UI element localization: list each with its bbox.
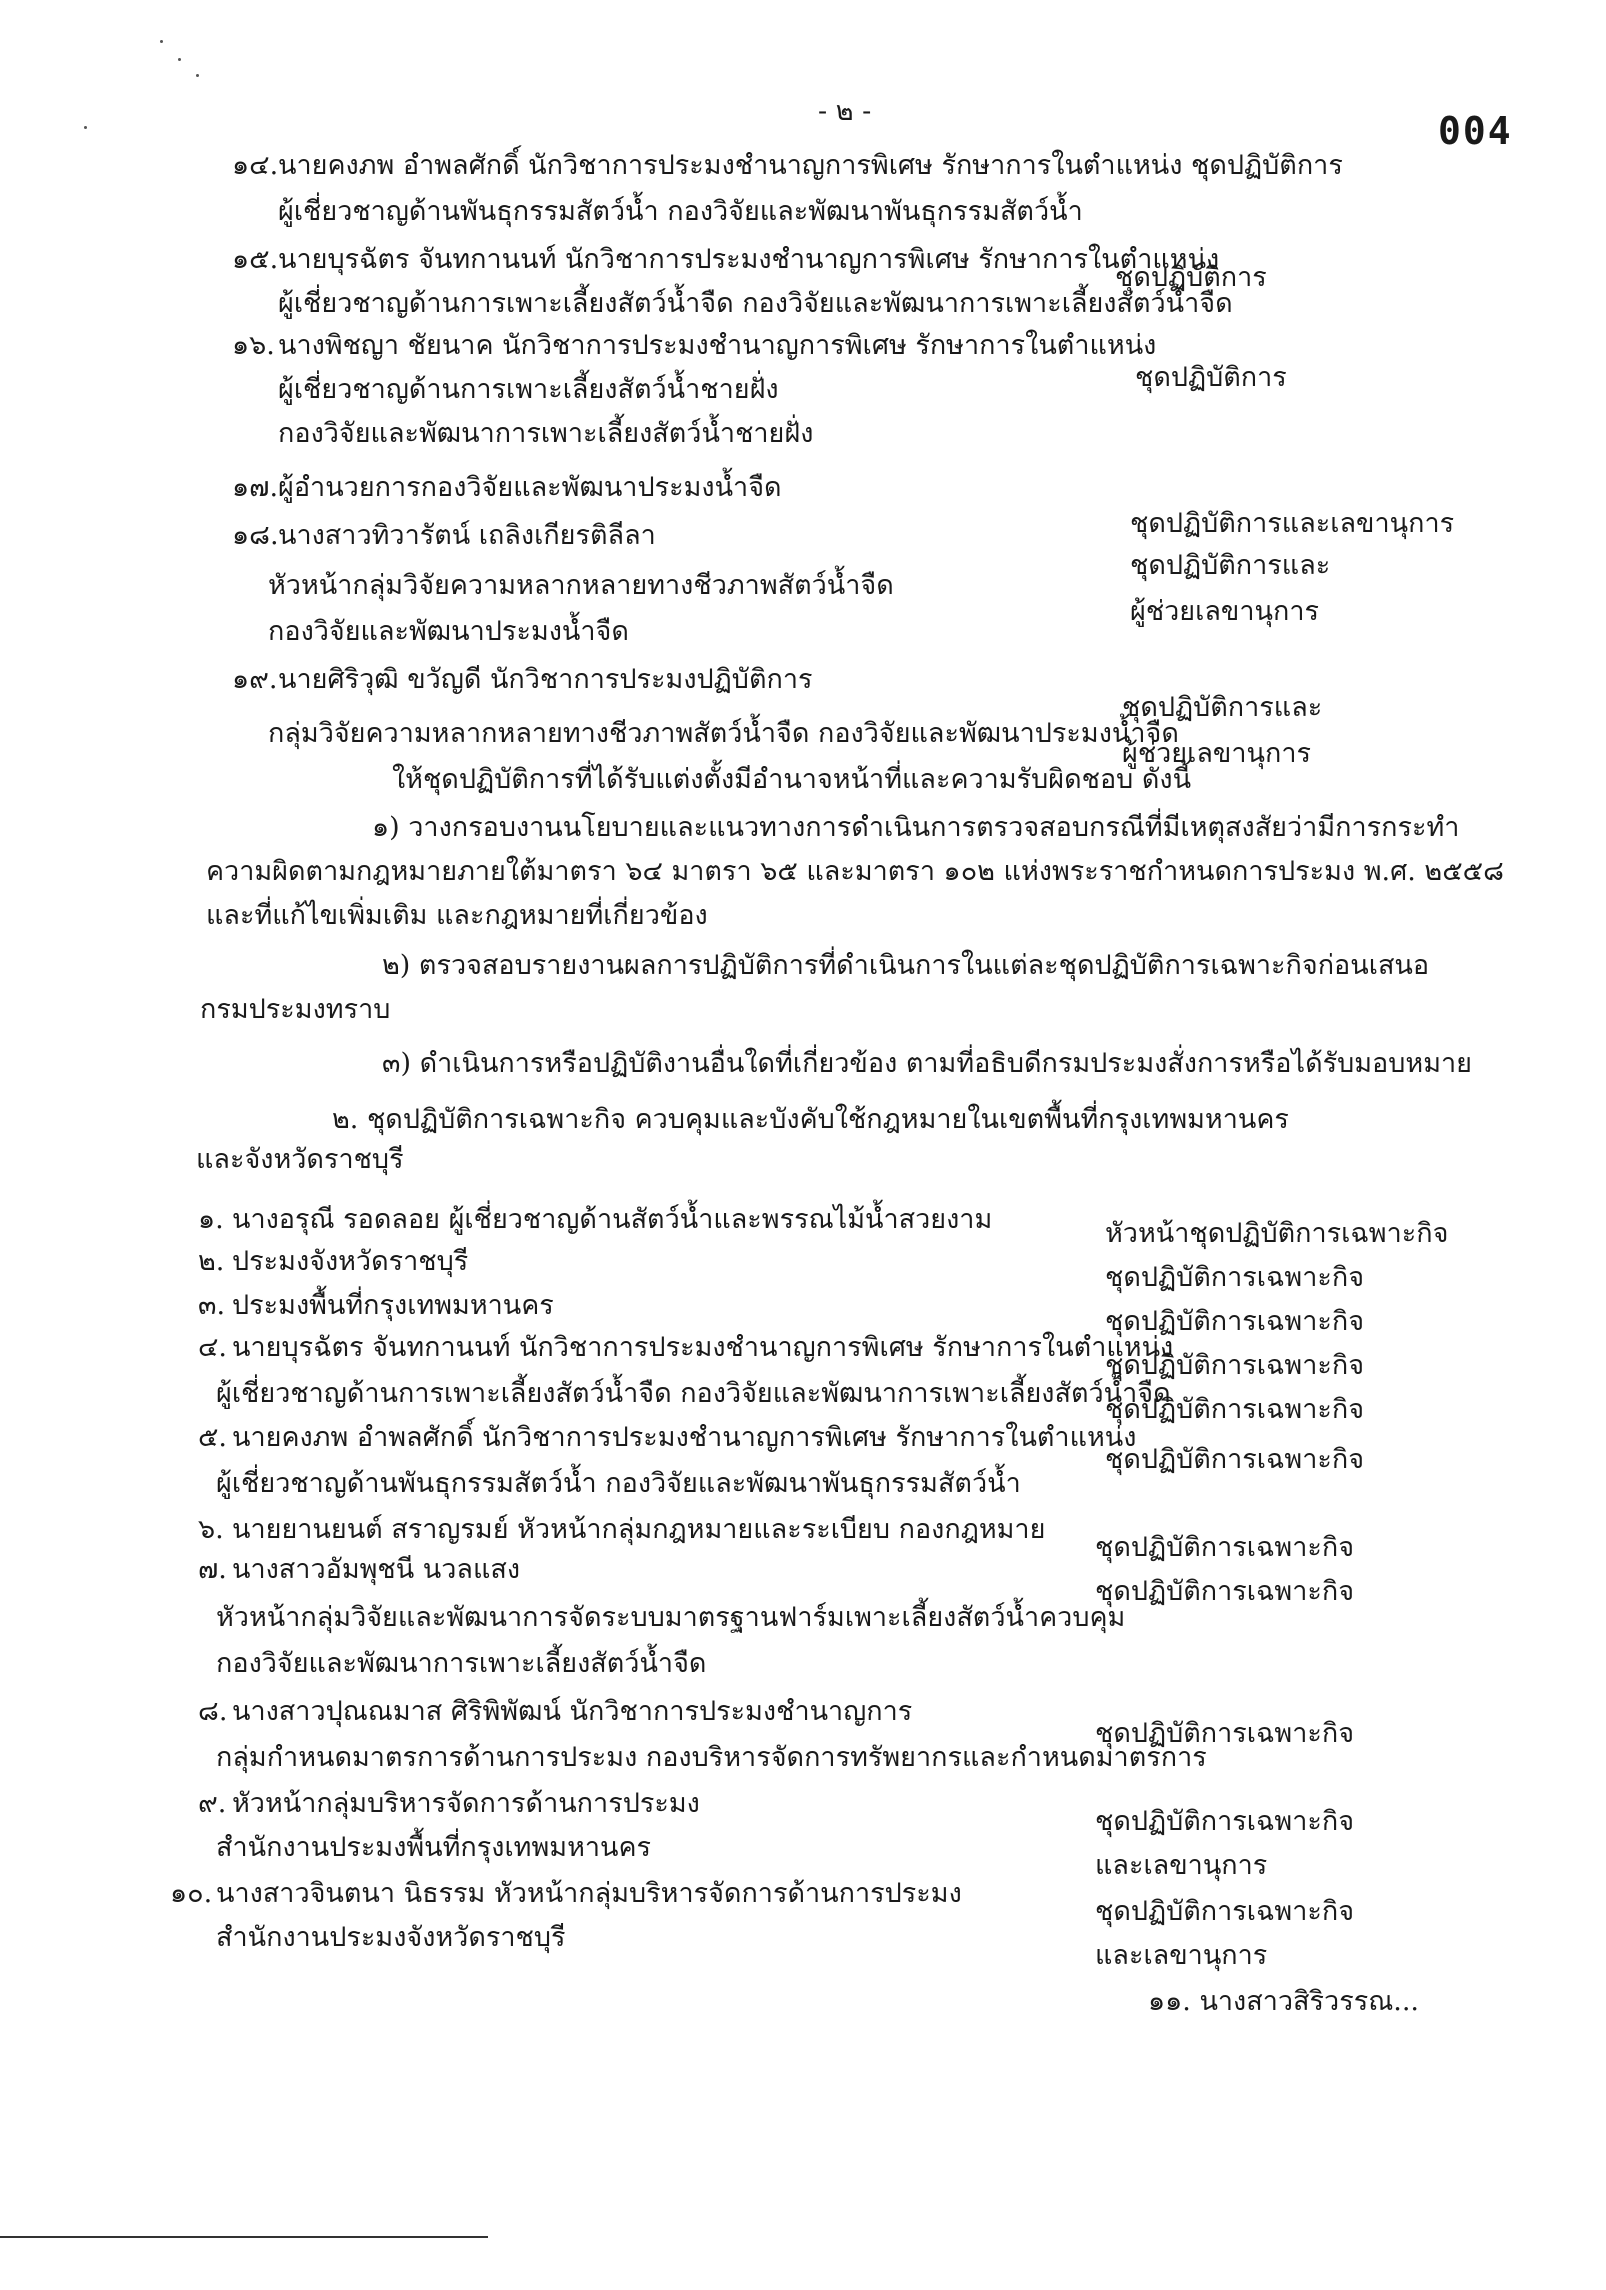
scan-speck: [84, 126, 87, 129]
member-line: ประมงจังหวัดราชบุรี: [232, 1246, 469, 1277]
member-line: นายคงภพ อำพลศักดิ์ นักวิชาการประมงชำนาญการพิเศษ รักษาการในตำแหน่ง ชุดปฏิบัติการ: [278, 150, 1343, 181]
member-role: ชุดปฏิบัติการ: [1135, 362, 1287, 393]
member-line: นายคงภพ อำพลศักดิ์ นักวิชาการประมงชำนาญการพิเศษ รักษาการในตำแหน่ง: [232, 1422, 1137, 1453]
member-line: นางสาวทิวารัตน์ เถลิงเกียรติลีลา: [278, 520, 656, 551]
member-role: ชุดปฏิบัติการเฉพาะกิจ: [1105, 1350, 1365, 1381]
member-line: กองวิจัยและพัฒนาประมงน้ำจืด: [268, 616, 629, 647]
member-line: นายบุรฉัตร จันทกานนท์ นักวิชาการประมงชำนาญการพิเศษ รักษาการในตำแหน่ง: [232, 1332, 1174, 1363]
duty-item: ๒) ตรวจสอบรายงานผลการปฏิบัติการที่ดำเนินการในแต่ละชุดปฏิบัติการเฉพาะกิจก่อนเสนอ: [382, 950, 1430, 981]
member-line: สำนักงานประมงพื้นที่กรุงเทพมหานคร: [216, 1832, 652, 1863]
member-line: นายศิริวุฒิ ขวัญดี นักวิชาการประมงปฏิบัติการ: [278, 664, 813, 695]
member-line: กองวิจัยและพัฒนาการเพาะเลี้ยงสัตว์น้ำชายฝั่ง: [278, 418, 814, 449]
duties-intro: ให้ชุดปฏิบัติการที่ได้รับแต่งตั้งมีอำนาจหน้าที่และความรับผิดชอบ ดังนี้: [392, 764, 1192, 795]
member-role: ชุดปฏิบัติการเฉพาะกิจ: [1105, 1444, 1365, 1475]
item-number: ๑.: [198, 1204, 224, 1235]
member-line: ผู้เชี่ยวชาญด้านพันธุกรรมสัตว์น้ำ กองวิจัยและพัฒนาพันธุกรรมสัตว์น้ำ: [216, 1468, 1021, 1499]
member-line: กลุ่มกำหนดมาตรการด้านการประมง กองบริหารจัดการทรัพยากรและกำหนดมาตรการ: [216, 1742, 1207, 1773]
item-number: ๖.: [198, 1514, 224, 1545]
document-number: 004: [1438, 109, 1513, 153]
scan-speck: [196, 74, 199, 77]
continuation-text: ๑๑. นางสาวสิริวรรณ...: [1148, 1986, 1419, 2017]
duty-item: ความผิดตามกฎหมายภายใต้มาตรา ๖๔ มาตรา ๖๕ และมาตรา ๑๐๒ แห่งพระราชกำหนดการประมง พ.ศ. ๒๕๕๘: [206, 856, 1504, 887]
member-role: และเลขานุการ: [1095, 1850, 1268, 1881]
duty-item: กรมประมงทราบ: [200, 994, 391, 1025]
bottom-rule: [0, 2236, 488, 2238]
member-line: ประมงพื้นที่กรุงเทพมหานคร: [232, 1290, 554, 1321]
member-line: นางสาวอัมพุชนี นวลแสง: [232, 1554, 521, 1585]
item-number: ๑๔.: [232, 150, 279, 181]
item-number: ๑๗.: [232, 472, 279, 503]
member-role: ผู้ช่วยเลขานุการ: [1122, 738, 1311, 769]
member-role: ชุดปฏิบัติการเฉพาะกิจ: [1105, 1394, 1365, 1425]
member-line: นายยานยนต์ สราญรมย์ หัวหน้ากลุ่มกฎหมายและระเบียบ กองกฎหมาย: [232, 1514, 1046, 1545]
member-line: ผู้เชี่ยวชาญด้านพันธุกรรมสัตว์น้ำ กองวิจัยและพัฒนาพันธุกรรมสัตว์น้ำ: [278, 196, 1083, 227]
item-number: ๘.: [198, 1696, 228, 1727]
member-line: ผู้เชี่ยวชาญด้านการเพาะเลี้ยงสัตว์น้ำจืด กองวิจัยและพัฒนาการเพาะเลี้ยงสัตว์น้ำจืด: [278, 288, 1233, 319]
section-heading: ๒. ชุดปฏิบัติการเฉพาะกิจ ควบคุมและบังคับใช้กฎหมายในเขตพื้นที่กรุงเทพมหานคร: [332, 1104, 1289, 1135]
section-heading: และจังหวัดราชบุรี: [196, 1144, 404, 1175]
member-line: กองวิจัยและพัฒนาการเพาะเลี้ยงสัตว์น้ำจืด: [216, 1648, 707, 1679]
member-line: นางอรุณี รอดลอย ผู้เชี่ยวชาญด้านสัตว์น้ำและพรรณไม้น้ำสวยงาม: [232, 1204, 993, 1235]
item-number: ๙.: [198, 1788, 227, 1819]
item-number: ๑๐.: [170, 1878, 213, 1909]
member-line: ผู้อำนวยการกองวิจัยและพัฒนาประมงน้ำจืด: [278, 472, 782, 503]
item-number: ๓.: [198, 1290, 226, 1321]
item-number: ๑๕.: [232, 244, 279, 275]
member-line: นางพิชญา ชัยนาค นักวิชาการประมงชำนาญการพิเศษ รักษาการในตำแหน่ง: [278, 330, 1157, 361]
item-number: ๑๖.: [232, 330, 275, 361]
scan-speck: [178, 58, 181, 61]
item-number: ๑๘.: [232, 520, 279, 551]
member-role: ผู้ช่วยเลขานุการ: [1130, 596, 1319, 627]
member-role: ชุดปฏิบัติการเฉพาะกิจ: [1105, 1306, 1365, 1337]
member-line: หัวหน้ากลุ่มบริหารจัดการด้านการประมง: [232, 1788, 700, 1819]
member-line: สำนักงานประมงจังหวัดราชบุรี: [216, 1922, 566, 1953]
member-line: นางสาวจินตนา นิธรรม หัวหน้ากลุ่มบริหารจัดการด้านการประมง: [216, 1878, 962, 1909]
duty-item: และที่แก้ไขเพิ่มเติม และกฎหมายที่เกี่ยวข้อง: [206, 900, 708, 931]
member-role: ชุดปฏิบัติการและ: [1130, 550, 1331, 581]
member-role: ชุดปฏิบัติการเฉพาะกิจ: [1095, 1718, 1355, 1749]
duty-item: ๓) ดำเนินการหรือปฏิบัติงานอื่นใดที่เกี่ยวข้อง ตามที่อธิบดีกรมประมงสั่งการหรือได้รับมอบหมาย: [382, 1048, 1472, 1079]
member-role: ชุดปฏิบัติการเฉพาะกิจ: [1095, 1896, 1355, 1927]
item-number: ๔.: [198, 1332, 228, 1363]
member-role: และเลขานุการ: [1095, 1940, 1268, 1971]
member-role: ชุดปฏิบัติการเฉพาะกิจ: [1095, 1806, 1355, 1837]
member-line: หัวหน้ากลุ่มวิจัยและพัฒนาการจัดระบบมาตรฐานฟาร์มเพาะเลี้ยงสัตว์น้ำควบคุม: [216, 1602, 1126, 1633]
member-line: ผู้เชี่ยวชาญด้านการเพาะเลี้ยงสัตว์น้ำชายฝั่ง: [278, 374, 779, 405]
member-role: ชุดปฏิบัติการเฉพาะกิจ: [1095, 1532, 1355, 1563]
member-role: ชุดปฏิบัติการเฉพาะกิจ: [1105, 1262, 1365, 1293]
scan-speck: [160, 40, 163, 43]
item-number: ๕.: [198, 1422, 228, 1453]
member-role: หัวหน้าชุดปฏิบัติการเฉพาะกิจ: [1105, 1218, 1449, 1249]
duty-item: ๑) วางกรอบงานนโยบายและแนวทางการดำเนินการตรวจสอบกรณีที่มีเหตุสงสัยว่ามีการกระทำ: [372, 812, 1460, 843]
member-role: ชุดปฏิบัติการ: [1115, 262, 1267, 293]
member-role: ชุดปฏิบัติการเฉพาะกิจ: [1095, 1576, 1355, 1607]
member-line: ผู้เชี่ยวชาญด้านการเพาะเลี้ยงสัตว์น้ำจืด กองวิจัยและพัฒนาการเพาะเลี้ยงสัตว์น้ำจืด: [216, 1378, 1171, 1409]
member-line: กลุ่มวิจัยความหลากหลายทางชีวภาพสัตว์น้ำจืด กองวิจัยและพัฒนาประมงน้ำจืด: [268, 718, 1179, 749]
item-number: ๑๙.: [232, 664, 278, 695]
member-line: หัวหน้ากลุ่มวิจัยความหลากหลายทางชีวภาพสัตว์น้ำจืด: [268, 570, 894, 601]
page-number: - ๒ -: [818, 96, 872, 127]
member-role: ชุดปฏิบัติการและ: [1122, 692, 1323, 723]
member-line: นายบุรฉัตร จันทกานนท์ นักวิชาการประมงชำนาญการพิเศษ รักษาการในตำแหน่ง: [278, 244, 1220, 275]
member-line: นางสาวปุณณมาส ศิริพิพัฒน์ นักวิชาการประมงชำนาญการ: [232, 1696, 913, 1727]
item-number: ๗.: [198, 1554, 227, 1585]
member-role: ชุดปฏิบัติการและเลขานุการ: [1130, 508, 1455, 539]
item-number: ๒.: [198, 1246, 225, 1277]
